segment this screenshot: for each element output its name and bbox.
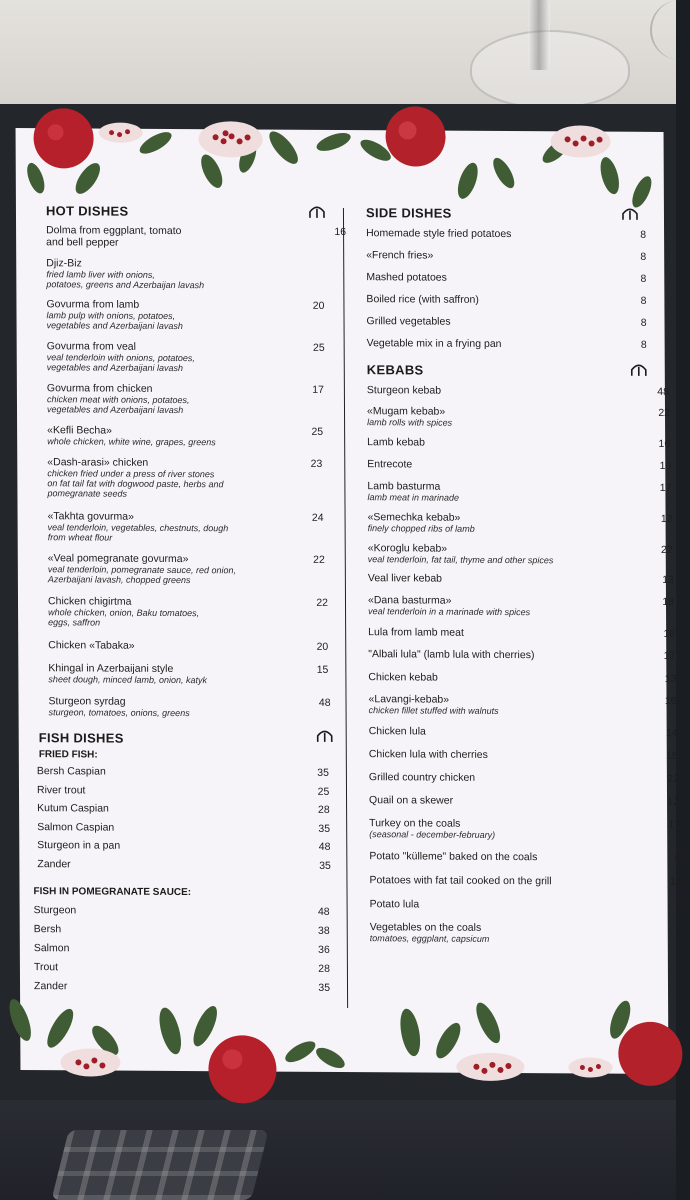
menu-item xyxy=(366,293,666,307)
price: 35 xyxy=(317,766,329,779)
item-name: Kutum Caspian xyxy=(37,802,109,815)
menu-item xyxy=(37,821,337,835)
price: 16 xyxy=(658,437,671,451)
price: 6 xyxy=(674,852,681,865)
item-name: Bersh xyxy=(33,923,62,936)
menu-item xyxy=(369,817,681,841)
price: 28 xyxy=(318,962,330,975)
currency-sign-icon xyxy=(622,208,638,220)
menu-item: Chicken «Tabaka» 20 xyxy=(48,639,329,653)
item-name: Grilled vegetables xyxy=(366,315,451,328)
price: 36 xyxy=(318,943,330,956)
menu-item xyxy=(366,271,666,285)
item-name: «Mugam kebab» xyxy=(366,405,446,418)
price: 10 xyxy=(669,875,682,889)
item-name: Vegetables on the coals xyxy=(369,921,482,934)
item-name: «Dana basturma» xyxy=(367,594,452,607)
price: 22 xyxy=(316,596,329,609)
item-name: Potato lula xyxy=(369,898,420,911)
menu-item xyxy=(367,384,667,398)
menu-item xyxy=(369,921,683,945)
price: 22 xyxy=(661,543,673,557)
price: 12 xyxy=(660,512,673,526)
price: 48 xyxy=(318,696,331,709)
price: 48 xyxy=(318,841,331,854)
price: 8 xyxy=(640,294,647,307)
item-name: Potato "külleme" baked on the coals xyxy=(369,850,538,864)
price: 13 xyxy=(664,672,677,686)
item-description: lamb meat in marinade xyxy=(367,492,460,503)
price: 22 xyxy=(313,553,325,566)
menu-item xyxy=(34,923,334,937)
wine-glass-base xyxy=(470,30,630,108)
side-dishes-title: SIDE DISHES xyxy=(365,205,452,221)
price: 35 xyxy=(318,822,331,835)
item-description: (seasonal - december-february) xyxy=(369,829,496,840)
item-name: Bersh Caspian xyxy=(36,765,106,778)
menu-item xyxy=(369,898,682,913)
item-name: Salmon xyxy=(33,942,70,955)
price: 6 xyxy=(676,923,683,936)
kebabs-title: KEBABS xyxy=(366,362,424,378)
item-name: Sturgeon in a pan xyxy=(37,839,121,853)
item-name: Lula from lamb meat xyxy=(368,626,464,639)
menu-item xyxy=(34,980,334,994)
item-name: «French fries» xyxy=(366,249,434,262)
menu-item: «Dash-arasi» chicken chicken fried under a press of river stones on fat tail fat with dogwood paste, herbs and pomegranate seeds 23 xyxy=(47,456,323,499)
price: 18 xyxy=(662,595,675,609)
price: 8 xyxy=(640,338,647,351)
item-name: Salmon Caspian xyxy=(37,820,115,834)
menu-item xyxy=(368,725,678,740)
item-name: Entrecote xyxy=(367,458,413,471)
price: 8 xyxy=(640,272,647,285)
price: 23 xyxy=(310,457,323,470)
price: 38 xyxy=(318,924,330,937)
menu-item: Chicken chigirtma whole chicken, onion, Baku tomatoes, eggs, saffron 22 xyxy=(47,595,329,628)
menu-item xyxy=(37,784,337,798)
item-name: Sturgeon kebab xyxy=(366,384,442,397)
menu-item xyxy=(369,794,680,809)
menu-item xyxy=(368,771,679,786)
price: 17 xyxy=(312,383,324,396)
item-name: Boiled rice (with saffron) xyxy=(366,293,479,306)
menu-item xyxy=(367,315,667,329)
item-name: Potatoes with fat tail cooked on the grill xyxy=(369,874,552,888)
price: 17 xyxy=(659,481,672,495)
menu-item: Govurma from veal veal tenderloin with onions, potatoes, vegetables and Azerbaijani lavash 25 xyxy=(46,340,325,374)
item-name: Sturgeon xyxy=(33,904,77,917)
price: 17 xyxy=(668,818,681,832)
pomegranate-sauce-title: FISH IN POMEGRANATE SAUCE: xyxy=(33,886,192,899)
menu-item xyxy=(368,648,676,663)
item-description: chicken fillet stuffed with walnuts xyxy=(368,705,499,716)
price: 15 xyxy=(316,663,329,676)
menu-item xyxy=(367,436,671,451)
menu-item: Govurma from lamb lamb pulp with onions, potatoes, vegetables and Azerbaijani lavash 20 xyxy=(46,298,325,332)
item-name: Lamb basturma xyxy=(367,480,441,493)
fried-fish-title: FRIED FISH: xyxy=(38,749,98,761)
item-description: finely chopped ribs of lamb xyxy=(367,523,475,534)
plaid-shirt xyxy=(51,1130,268,1200)
item-description: lamb rolls with spices xyxy=(367,417,453,428)
menu-item: «Takhta govurma» veal tenderloin, vegetables, chestnuts, dough from wheat flour 24 xyxy=(47,510,324,543)
menu-item: «Kefli Becha» whole chicken, white wine, grapes, greens 25 xyxy=(47,424,324,448)
price: 25 xyxy=(311,425,324,438)
item-name: Quail on a skewer xyxy=(369,794,454,807)
item-name: Chicken lula xyxy=(368,725,426,738)
menu-item: «Veal pomegranate govurma» veal tenderloin, pomegranate sauce, red onion, Azerbaijani lavash, chopped greens 22 xyxy=(47,552,325,586)
price: 24 xyxy=(311,511,324,524)
pomegranate-border-bottom xyxy=(20,980,668,1074)
column-divider xyxy=(343,208,348,1008)
menu-item xyxy=(369,850,681,865)
currency-sign-icon xyxy=(317,730,333,742)
price: 19 xyxy=(659,459,672,473)
menu-item: Djiz-Biz fried lamb liver with onions, potatoes, greens and Azerbaijan lavash xyxy=(46,257,205,291)
menu-item xyxy=(367,337,667,351)
item-name: «Koroglu kebab» xyxy=(367,542,448,555)
item-name: River trout xyxy=(36,783,86,797)
menu-item xyxy=(37,840,337,854)
price: 22 xyxy=(658,406,671,420)
menu-item xyxy=(366,405,671,429)
menu-item xyxy=(34,904,334,918)
item-name: Lamb kebab xyxy=(367,436,425,449)
menu-item: Govurma from chicken chicken meat with onions, potatoes, vegetables and Azerbaijani lavash 17 xyxy=(46,382,324,416)
menu-item: Dolma from eggplant, tomato and bell pepper 16 xyxy=(46,224,347,249)
item-name: «Semechka kebab» xyxy=(367,511,461,524)
menu-item xyxy=(367,511,673,535)
menu-item xyxy=(368,671,677,686)
price: 25 xyxy=(317,785,330,798)
leaf-icon xyxy=(5,994,635,1073)
menu-item xyxy=(367,594,675,618)
wine-glass-stem xyxy=(528,0,550,70)
menu-item xyxy=(37,765,337,779)
menu-item xyxy=(367,458,672,473)
price: 28 xyxy=(317,804,330,817)
menu-item xyxy=(367,480,672,504)
price: 17 xyxy=(663,649,676,663)
item-name: Chicken lula with cherries xyxy=(368,748,488,761)
price: 16 xyxy=(663,627,676,641)
menu-item xyxy=(368,693,677,717)
item-name: Chicken kebab xyxy=(368,671,438,684)
currency-sign-icon xyxy=(631,364,647,376)
item-name: Mashed potatoes xyxy=(366,271,447,284)
item-name: Veal liver kebab xyxy=(367,572,443,585)
menu-item xyxy=(366,249,666,263)
price: 8 xyxy=(640,250,647,263)
menu-item xyxy=(34,961,334,975)
price: 14 xyxy=(665,726,678,740)
menu-item xyxy=(37,858,337,872)
item-description: veal tenderloin, fat tail, thyme and other spices xyxy=(367,554,554,566)
price: 16 xyxy=(664,694,677,708)
hot-dishes-title: HOT DISHES xyxy=(45,203,129,219)
price: 48 xyxy=(317,905,330,918)
item-name: Zander xyxy=(33,980,68,993)
fish-dishes-title: FISH DISHES xyxy=(38,730,124,746)
item-name: Trout xyxy=(33,961,59,974)
menu-item xyxy=(34,942,334,956)
item-name: «Lavangi-kebab» xyxy=(368,693,450,706)
item-name: Zander xyxy=(37,858,71,871)
menu-page xyxy=(16,128,683,1074)
item-description: tomatoes, eggplant, capsicum xyxy=(369,933,490,944)
item-name: Grilled country chicken xyxy=(368,771,476,784)
price: 35 xyxy=(319,859,331,872)
price: 12 xyxy=(667,795,680,809)
price: 8 xyxy=(640,228,647,241)
price: 16 xyxy=(334,225,347,239)
currency-sign-icon xyxy=(309,206,325,218)
menu-item xyxy=(366,227,666,241)
price: 22 xyxy=(667,772,679,786)
menu-item xyxy=(37,802,337,816)
leaf-icon xyxy=(23,126,655,211)
pomegranate-border-top xyxy=(16,128,664,202)
price: 15 xyxy=(666,749,678,763)
menu-item xyxy=(368,626,676,641)
item-name: Vegetable mix in a frying pan xyxy=(366,337,502,350)
price: 20 xyxy=(312,299,325,312)
price: 20 xyxy=(316,640,329,653)
menu-item: Khingal in Azerbaijani style sheet dough, minced lamb, onion, katyk 15 xyxy=(48,662,329,686)
menu-item xyxy=(369,874,682,889)
menu-item xyxy=(368,748,678,763)
menu-item xyxy=(367,542,673,566)
price: 35 xyxy=(318,981,331,994)
item-name: Homemade style fried potatoes xyxy=(366,227,512,241)
price: 25 xyxy=(312,341,325,354)
item-name: "Albali lula" (lamb lula with cherries) xyxy=(368,648,535,662)
item-name: Turkey on the coals xyxy=(369,817,461,830)
menu-item xyxy=(367,572,674,587)
menu-item: Sturgeon syrdag sturgeon, tomatoes, onions, greens 48 xyxy=(48,695,331,719)
price: 13 xyxy=(662,573,674,587)
price: 48 xyxy=(657,385,669,399)
item-description: veal tenderloin in a marinade with spices xyxy=(368,606,531,618)
price: 8 xyxy=(640,316,647,329)
price: 5 xyxy=(675,900,682,913)
